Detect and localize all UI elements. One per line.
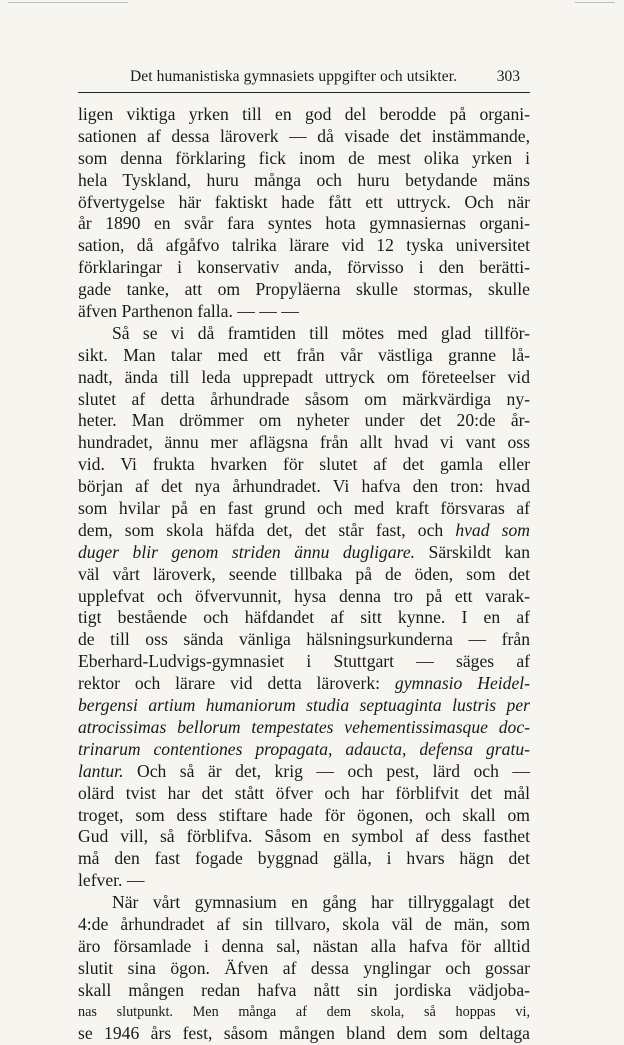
italic-text: hvad som <box>455 519 530 540</box>
text-line <box>78 673 530 695</box>
text-line <box>78 958 530 980</box>
text-line <box>78 323 530 345</box>
text-line <box>78 1002 530 1024</box>
text-line <box>78 301 530 323</box>
text-line <box>78 783 530 805</box>
line-text: dem, som skola häfda det, det står fast, och <box>78 519 444 540</box>
line-text: Särskildt kan <box>428 541 530 562</box>
text-line <box>78 629 530 651</box>
italic-text: duger blir genom striden ännu dugligare. <box>78 541 416 562</box>
line-text: slutet af detta århundrade såsom om märkvärdiga ny- <box>78 388 530 409</box>
line-text: väl vårt läroverk, seende tillbaka på de öden, som det <box>78 563 530 584</box>
text-line <box>78 586 530 608</box>
text-line <box>78 126 530 148</box>
running-header <box>78 68 530 90</box>
text-line <box>78 564 530 586</box>
line-text: tigt bestående och häfdandet af sitt kynne. I en af <box>78 607 530 628</box>
text-line <box>78 279 530 301</box>
line-text: början af det nya århundradet. Vi hafva den tron: hvad <box>78 476 530 497</box>
text-line <box>78 1023 530 1045</box>
line-text: lefver. — <box>78 870 145 891</box>
running-title: Det humanistiska gymnasiets uppgifter och utsikter. <box>130 68 458 85</box>
line-text: sationen af dessa läroverk — då visade det instämmande, <box>78 125 530 146</box>
text-line <box>78 367 530 389</box>
line-text: rektor och lärare vid detta läroverk: <box>78 673 381 694</box>
line-text: sation, då afgåfvo talrika lärare vid 12 tyska universitet <box>78 235 530 256</box>
line-text: öfvertygelse här faktiskt hade fått ett uttryck. Och när <box>78 191 530 212</box>
text-line <box>78 826 530 848</box>
line-text: som denna förklaring fick inom de mest olika yrken i <box>78 147 530 168</box>
text-line <box>78 148 530 170</box>
text-line <box>78 257 530 279</box>
italic-text: lantur. <box>78 760 124 781</box>
text-line <box>78 235 530 257</box>
body-text <box>78 104 530 1045</box>
line-text: Och så är det, krig — och pest, lärd och — <box>136 760 531 781</box>
line-text: Så se vi då framtiden till mötes med glad tillför- <box>112 322 530 343</box>
line-text: sikt. Man talar med ett från vår västliga granne lå- <box>78 344 530 365</box>
line-text: må den fast fogade byggnad gälla, i hvars hägn det <box>78 848 530 869</box>
text-line <box>78 104 530 126</box>
text-line <box>78 410 530 432</box>
line-text: skall mången redan hafva nått sin jordiska vädjoba- <box>78 979 530 1000</box>
line-text: förklaringar i konservativ anda, förvisso i den berätti- <box>78 257 530 278</box>
line-text: vid. Vi frukta hvarken för slutet af det gamla eller <box>78 454 530 475</box>
line-text: nadt, ända till leda upprepadt uttryck om företeelser vid <box>78 366 530 387</box>
text-line <box>78 651 530 673</box>
text-line <box>78 345 530 367</box>
header-rule <box>78 92 530 93</box>
line-text: olärd tvist har det stått öfver och har förblifvit det mål <box>78 782 530 803</box>
italic-text: atrocissimas bellorum tempestates vehementissimasque doc- <box>78 716 530 737</box>
text-line <box>78 607 530 629</box>
text-line <box>78 848 530 870</box>
text-line <box>78 476 530 498</box>
line-text: gade tanke, att om Propyläerna skulle stormas, skulle <box>78 279 530 300</box>
scan-mark-left <box>8 2 128 3</box>
line-text: Gud vill, så förblifva. Såsom en symbol af dess fasthet <box>78 826 530 847</box>
line-text: de till oss sända vänliga hälsningsurkunderna — från <box>78 629 530 650</box>
line-text: 4:de århundradet af sin tillvaro, skola väl de män, som <box>78 913 530 934</box>
text-line <box>78 761 530 783</box>
line-text: slutit sina ögon. Äfven af dessa ynglingar och gossar <box>78 957 530 978</box>
text-line <box>78 542 530 564</box>
italic-text: trinarum contentiones propagata, adaucta, defensa gratu- <box>78 738 530 759</box>
text-line <box>78 192 530 214</box>
text-line <box>78 717 530 739</box>
text-line <box>78 980 530 1002</box>
text-line <box>78 870 530 892</box>
text-line <box>78 892 530 914</box>
line-text: hundradet, ännu mer aflägsna från allt hvad vi vant oss <box>78 432 530 453</box>
text-line <box>78 170 530 192</box>
text-line <box>78 498 530 520</box>
line-text: se 1946 års fest, såsom mången bland dem som deltaga <box>78 1023 530 1044</box>
text-line <box>78 454 530 476</box>
line-text: När vårt gymnasium en gång har tillryggalagt det <box>112 892 530 913</box>
line-text: nas slutpunkt. Men många af dem skola, så hoppas vi, <box>78 1003 530 1020</box>
line-text: upplefvat och öfvervunnit, hysa denna tro på ett varak- <box>78 585 530 606</box>
line-text: heter. Man drömmer om nyheter under det 20:de år- <box>78 410 530 431</box>
scan-mark-right <box>575 2 615 3</box>
text-line <box>78 213 530 235</box>
italic-text: gymnasio Heidel- <box>394 673 530 694</box>
line-text: äro församlade i denna sal, nästan alla hafva för alltid <box>78 935 530 956</box>
text-line <box>78 805 530 827</box>
line-text: ligen viktiga yrken till en god del berodde på organi- <box>78 104 530 124</box>
text-line <box>78 739 530 761</box>
text-line <box>78 936 530 958</box>
line-text: som hvilar på en fast grund och med kraft försvaras af <box>78 498 530 519</box>
line-text: år 1890 en svår fara syntes hota gymnasiernas organi- <box>78 213 530 234</box>
text-line <box>78 389 530 411</box>
line-text: troget, som dess stiftare hade för ögonen, och skall om <box>78 804 530 825</box>
text-line <box>78 520 530 542</box>
text-line <box>78 432 530 454</box>
page-number: 303 <box>496 68 520 85</box>
line-text: äfven Parthenon falla. — — — <box>78 301 299 322</box>
text-line <box>78 695 530 717</box>
text-line <box>78 914 530 936</box>
italic-text: bergensi artium humaniorum studia septuaginta lustris per <box>78 695 530 716</box>
line-text: hela Tyskland, huru många och huru betydande mäns <box>78 169 530 190</box>
line-text: Eberhard-Ludvigs-gymnasiet i Stuttgart — säges af <box>78 651 530 672</box>
